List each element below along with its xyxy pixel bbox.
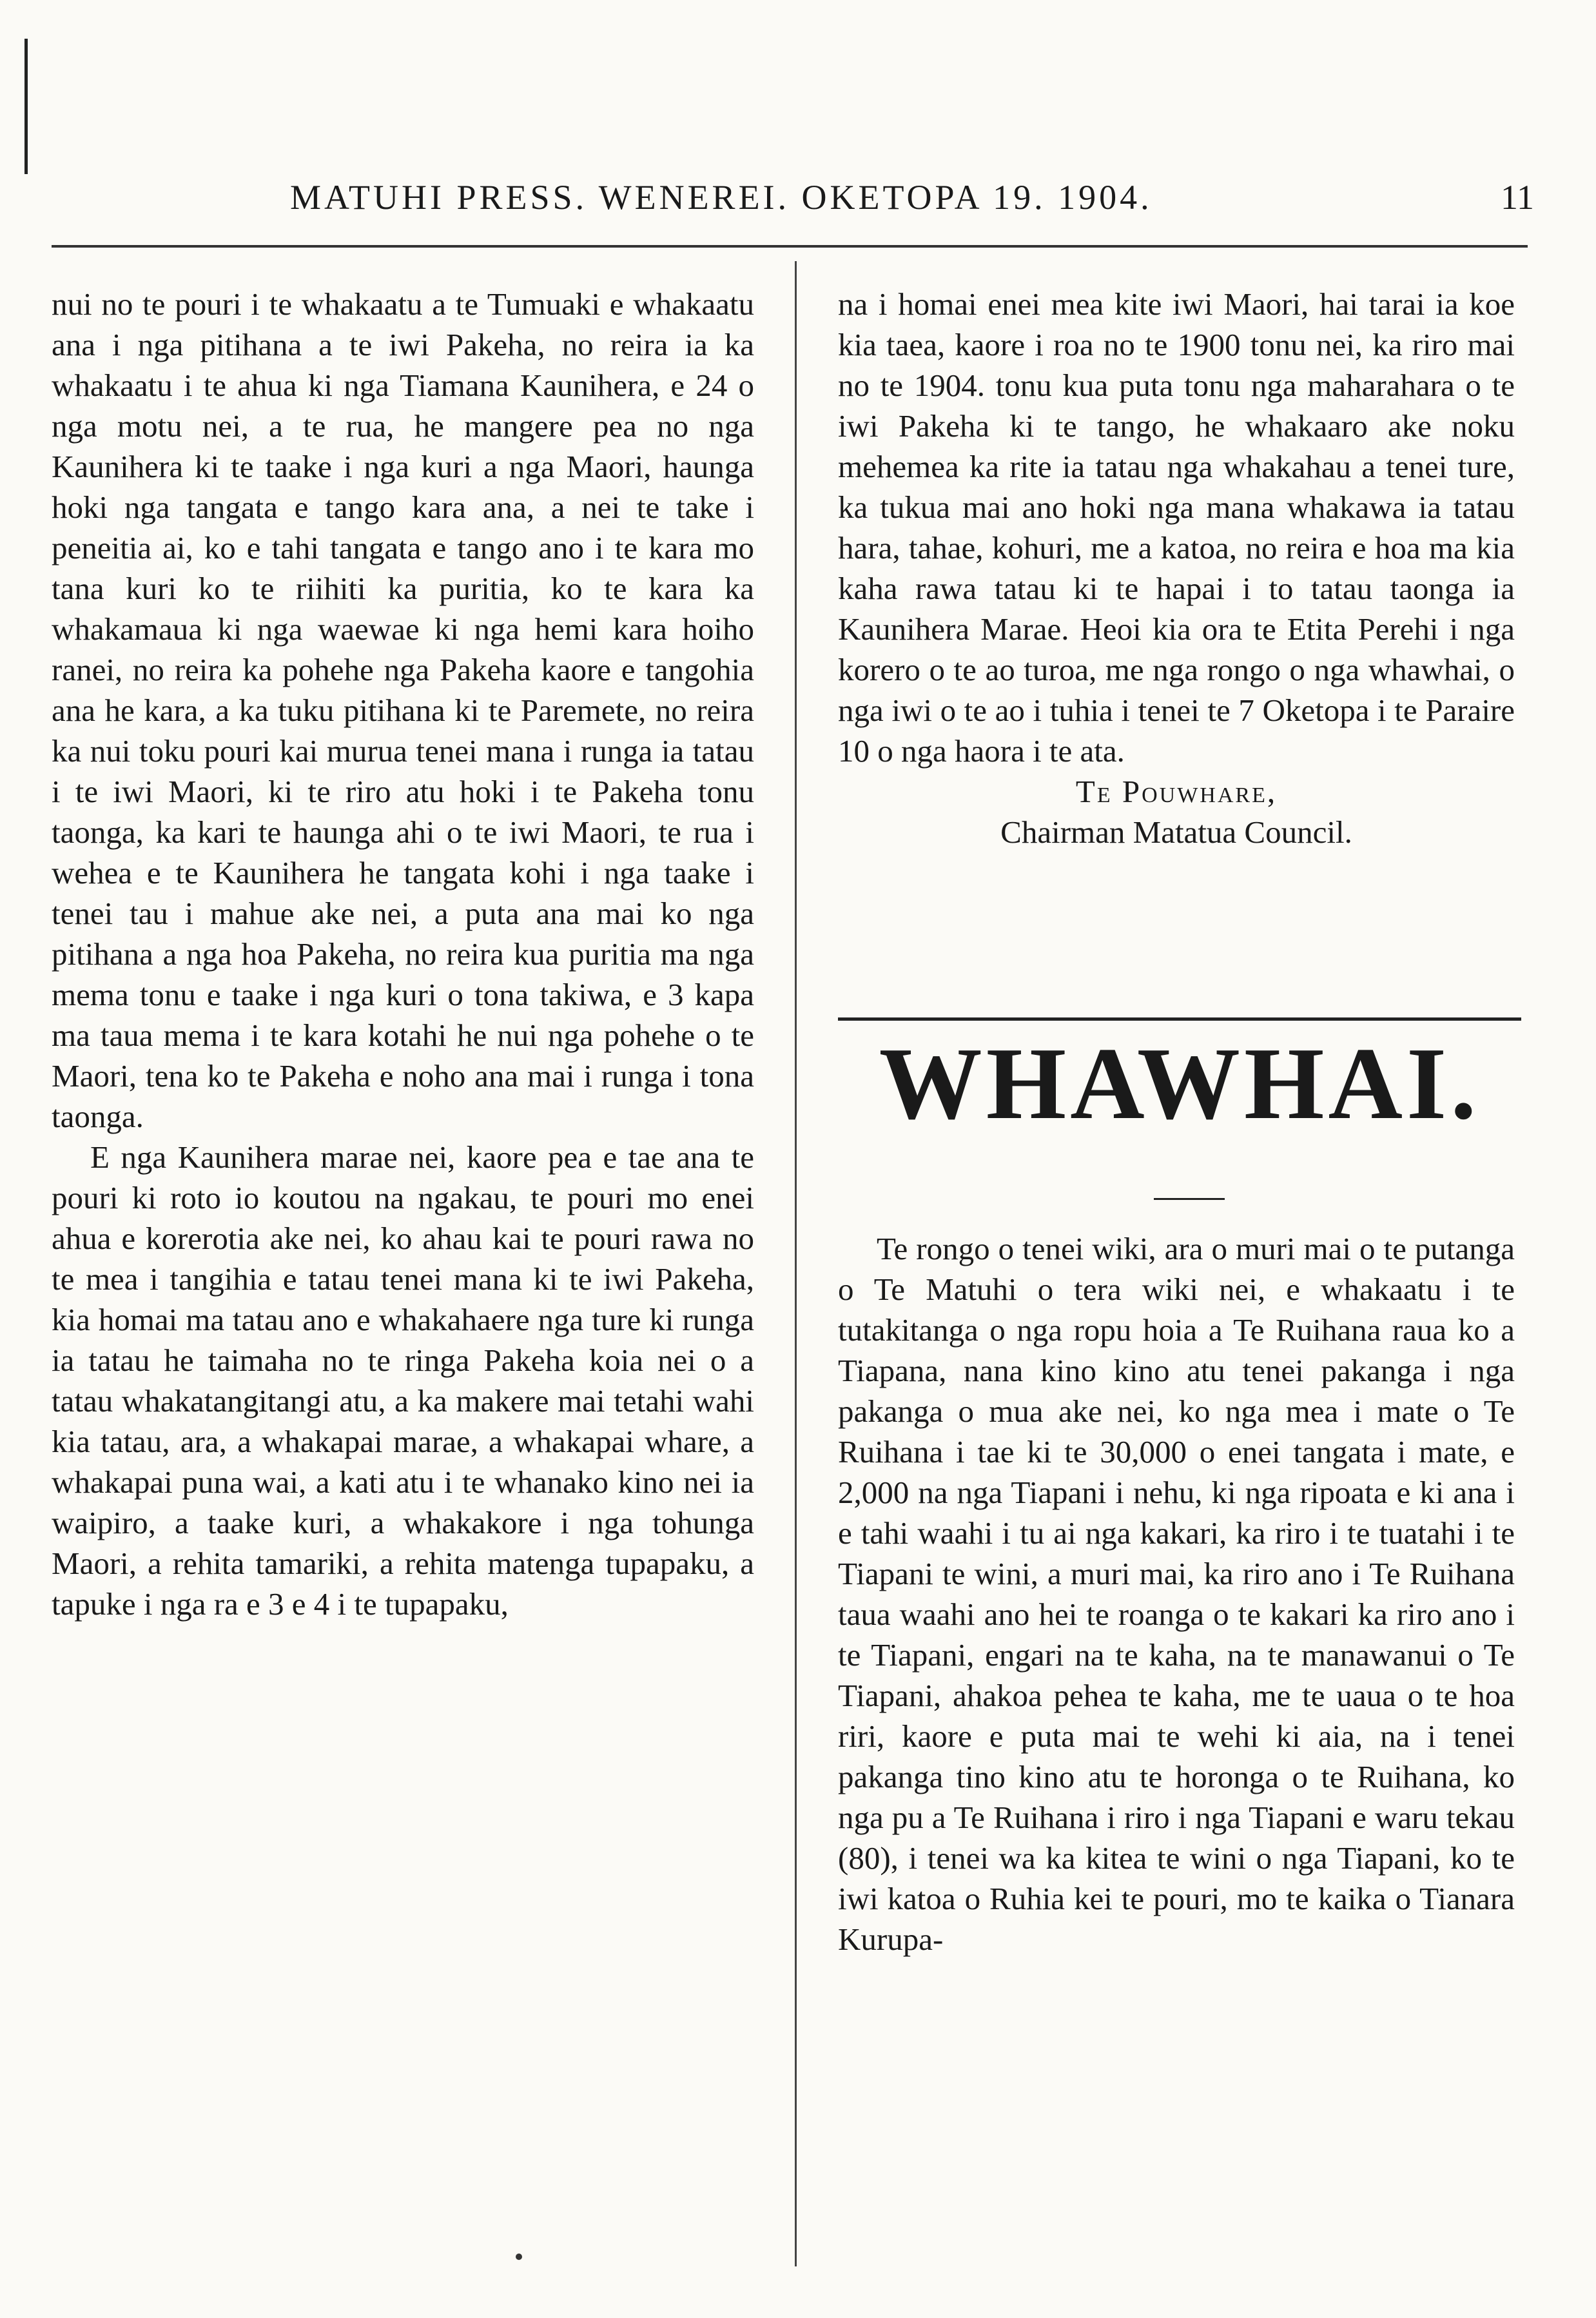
left-column [52,284,754,1624]
signature-name-text: Te Pouwhare, [1075,774,1278,809]
section-paragraph: Te rongo o tenei wiki, ara o muri mai o te putanga o Te Matuhi o tera wiki nei, e whakaatu i te tutakitanga o nga ropu hoia a Te Ruihana raua ko a Tiapana, nana kino kino atu tenei pakanga i nga pakanga o mua ake nei, ko nga mea i mate o Te Ruihana i tae ki te 30,000 o enei tangata i mate, e 2,000 na nga Tiapani i nehu, ki nga ripoata e ki ana i e tahi waahi i tu ai nga kakari, ka riro i te tuatahi i te Tiapani te wini, a muri mai, ka riro ano i Te Ruihana taua waahi ano hei te roanga o te kakari ka riro ano i te Tiapani, engari na te kaha, na te manawanui o Te Tiapani, ahakoa pehea te kaha, me te uaua o te hoa riri, kaore e puta mai te wehi ki aia, na i tenei pakanga tino kino atu te horonga o te Ruihana, ko nga pu a Te Ruihana i riro i nga Tiapani e waru tekau (80), i tenei wa ka kitea te wini o nga Tiapani, ko te iwi katoa o Ruhia kei te pouri, mo te kaika o Tianara Kurupa- [838,1231,1515,1957]
section-rule [838,1017,1521,1021]
left-paragraph-2: E nga Kaunihera marae nei, kaore pea e tae ana te pouri ki roto io koutou na ngakau, te pouri mo enei ahua e korerotia ake nei, ko ahau kai te pouri rawa no te mea i tangihia e tatau tenei mana ki te iwi Pakeha, kia homai ma tatau ano e whakahaere nga ture ki runga ia tatau he taimaha no te ringa Pakeha koia nei o a tatau whakatangitangi atu, a ka makere mai tetahi wahi kia tatau, ara, a whakapai marae, a whakapai whare, a whakapai puna wai, a kati atu i te whanako kino nei ia waipiro, a taake kuri, a whakakore i nga tohunga Maori, a rehita tamariki, a rehita matenga tupapaku, a tapuke i nga ra e 3 e 4 i te tupapaku, [52,1139,754,1622]
signature-name [838,771,1515,812]
left-paragraph-1: nui no te pouri i te whakaatu a te Tumuaki e whakaatu ana i nga pitihana a te iwi Pakeha, no reira ia ka whakaatu i te ahua ki nga Tiamana Kaunihera, e 24 o nga motu nei, a te rua, he mangere pea no nga Kaunihera ki te taake i nga kuri a nga Maori, haunga hoki nga tangata e tango kara ana, a nei te take i peneitia ai, ko e tahi tangata e tango ano i te kara mo tana kuri ko te riihiti ka puritia, ko te kara ka whakamaua ki nga waewae ki nga hemi kara hoiho ranei, no reira ka pohehe nga Pakeha kaore e tangohia ana he kara, a ka tuku pitihana ki te Paremete, no reira ka nui toku pouri kai murua tenei mana i runga ia tatau i te iwi Maori, ki te riro atu hoki i te Pakeha tonu taonga, ka kari te haunga ahi o te iwi Maori, te rua i wehea e te Kaunihera he tangata kohi i nga taake i tenei tau i mahue ake nei, a puta ana mai ko nga pitihana a nga hoa Pakeha, no reira kua puritia ma nga mema tonu e taake i nga kuri o tona takiwa, e 3 kapa ma taua mema i te kara kotahi he nui nga pohehe o te Maori, tena ko te Pakeha e noho ana mai i runga i tona taonga. [52,286,754,1134]
page-number: 11 [1501,178,1534,217]
signature-title: Chairman Matatua Council. [1000,814,1352,850]
page-edge-mark [24,39,28,174]
print-dot [516,2254,522,2260]
section-heading: WHAWHAI. [879,1026,1481,1141]
right-top-paragraph: na i homai enei mea kite iwi Maori, hai tarai ia koe kia taea, kaore i roa no te 1900 tonu nei, ka riro mai no te 1904. tonu kua puta tonu nga maharahara o te iwi Pakeha ki te tango, he whakaaro ake noku mehemea ka rite ia tatau nga whakahau a tenei ture, ka tukua mai ano hoki nga mana whakawa ia tatau hara, tahae, kohuri, me a katoa, no reira e hoa ma kia kaha rawa tatau ki te hapai i to tatau taonga ia Kaunihera Marae. Heoi kia ora te Etita Perehi i nga korero o te ao turoa, me nga rongo o nga whawhai, o nga iwi o te ao i tuhia i tenei te 7 Oketopa i te Paraire 10 o nga haora i te ata. [838,286,1515,769]
newspaper-masthead: MATUHI PRESS. WENEREI. OKETOPA 19. 1904. [290,178,1153,217]
right-column-bottom [838,1228,1515,1959]
right-column-top [838,284,1515,852]
page-header [52,177,1534,229]
short-rule [1154,1198,1225,1200]
header-rule [52,245,1528,248]
column-divider [795,261,797,2266]
